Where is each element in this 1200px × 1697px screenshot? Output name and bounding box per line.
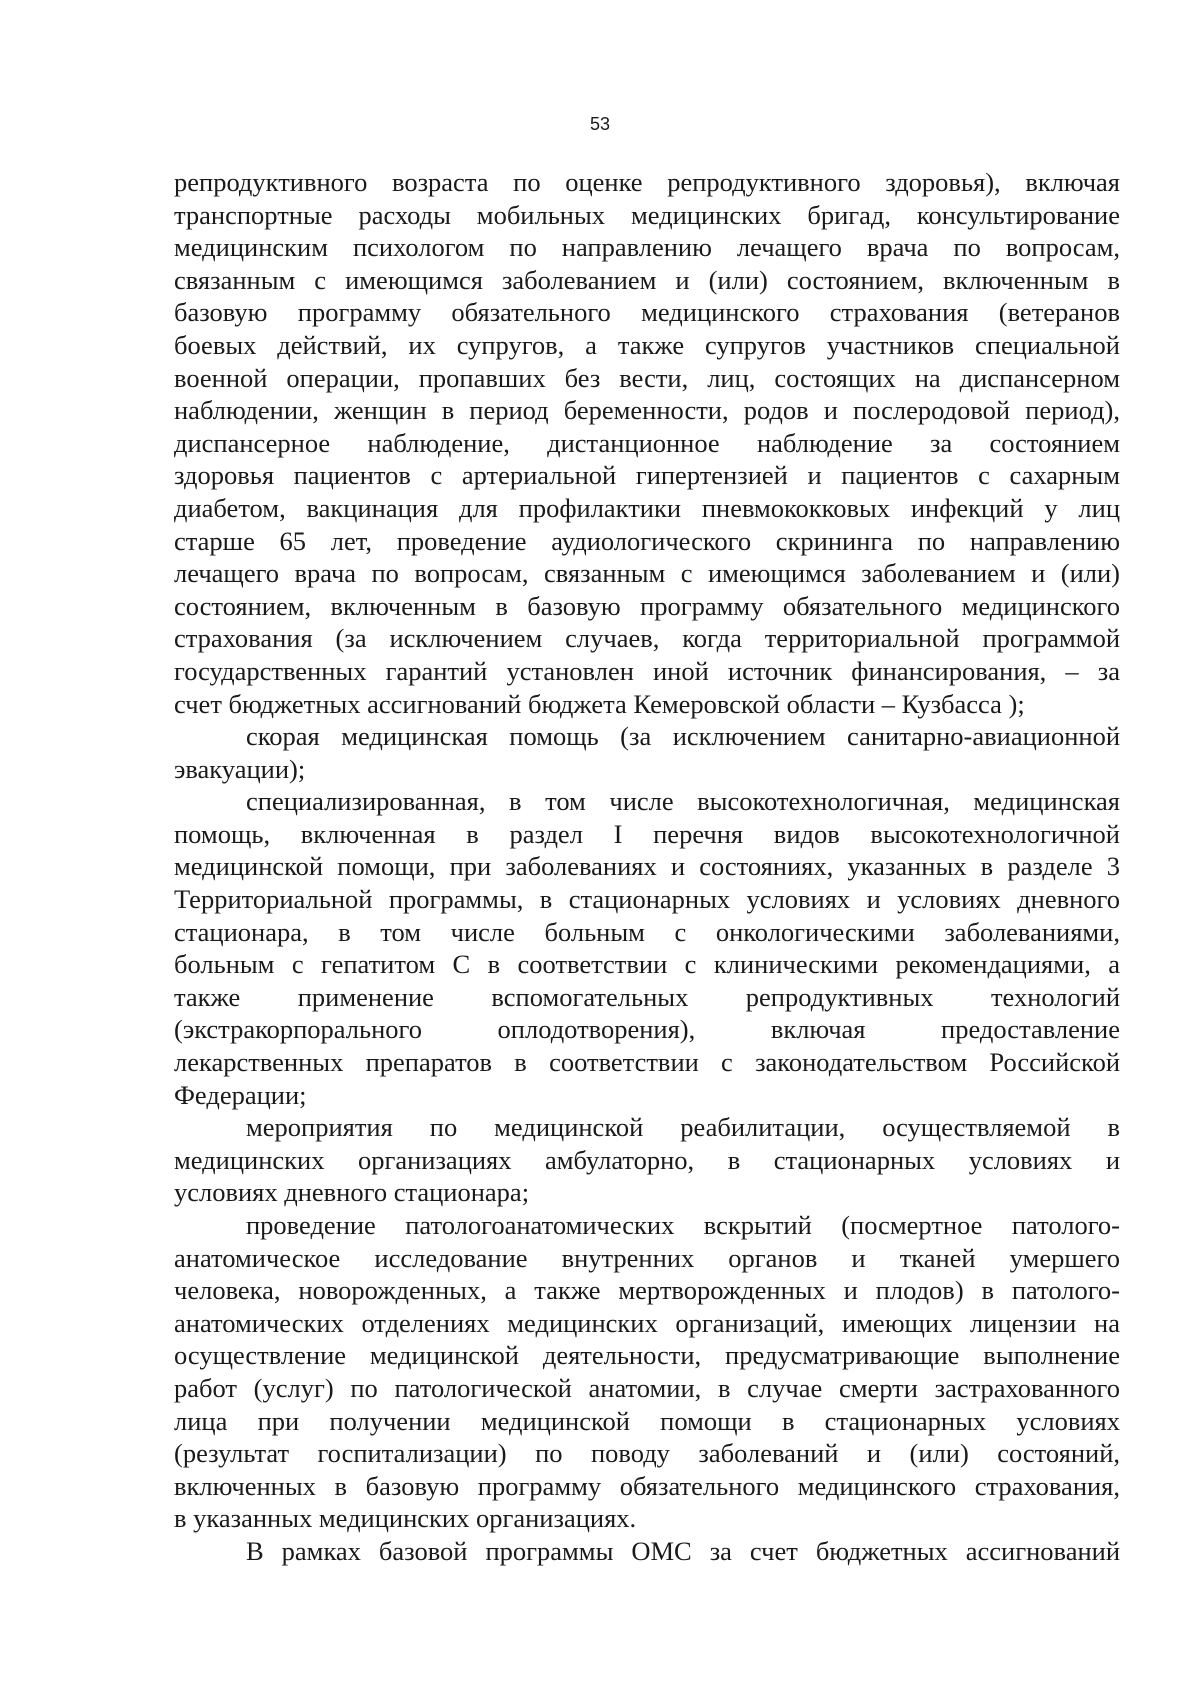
text-line: человека, новорожденных, а также мертворожденных и плодов) в патолого- — [174, 1275, 1120, 1306]
text-line: включенных в базовую программу обязательного медицинского страхования, — [174, 1470, 1120, 1501]
text-line: связанным с имеющимся заболеванием и (или) состоянием, включенным в — [174, 264, 1120, 295]
text-line: медицинской помощи, при заболеваниях и состояниях, указанных в разделе 3 — [174, 851, 1120, 882]
text-line: медицинских организациях амбулаторно, в стационарных условиях и — [174, 1144, 1120, 1175]
text-line: медицинским психологом по направлению лечащего врача по вопросам, — [174, 232, 1120, 263]
text-line: состоянием, включенным в базовую программу обязательного медицинского — [174, 590, 1120, 621]
paragraph — [174, 1535, 1120, 1568]
text-line: диспансерное наблюдение, дистанционное наблюдение за состоянием — [174, 427, 1120, 458]
text-line: Федерации; — [174, 1079, 307, 1110]
text-line: эвакуации); — [174, 753, 306, 784]
text-line: боевых действий, их супругов, а также супругов участников специальной — [174, 329, 1120, 360]
text-line: старше 65 лет, проведение аудиологического скрининга по направлению — [174, 525, 1120, 556]
text-line: стационара, в том числе больным с онкологическими заболеваниями, — [174, 916, 1120, 947]
text-line: (экстракорпорального оплодотворения), включая предоставление — [174, 1014, 1120, 1045]
text-line: скорая медицинская помощь (за исключением санитарно-авиационной — [246, 721, 1120, 752]
text-line: государственных гарантий установлен иной источник финансирования, – за — [174, 655, 1120, 686]
text-line: мероприятия по медицинской реабилитации, осуществляемой в — [246, 1112, 1120, 1143]
text-line: здоровья пациентов с артериальной гипертензией и пациентов с сахарным — [174, 460, 1120, 491]
paragraph — [174, 1209, 1120, 1535]
text-line: помощь, включенная в раздел I перечня видов высокотехнологичной — [174, 818, 1120, 849]
text-line: также применение вспомогательных репродуктивных технологий — [174, 981, 1120, 1012]
text-line: работ (услуг) по патологической анатомии, в случае смерти застрахованного — [174, 1372, 1120, 1403]
text-line: лечащего врача по вопросам, связанным с имеющимся заболеванием и (или) — [174, 558, 1120, 589]
text-line: проведение патологоанатомических вскрытий (посмертное патолого- — [246, 1210, 1120, 1240]
text-line: счет бюджетных ассигнований бюджета Кемеровской области – Кузбасса ); — [174, 688, 1025, 719]
text-line: условиях дневного стационара; — [174, 1177, 530, 1208]
paragraph — [174, 720, 1120, 785]
text-line: лица при получении медицинской помощи в стационарных условиях — [174, 1405, 1120, 1436]
text-line: репродуктивного возраста по оценке репродуктивного здоровья), включая — [174, 167, 1120, 197]
text-line: осуществление медицинской деятельности, предусматривающие выполнение — [174, 1340, 1120, 1371]
text-line: в указанных медицинских организациях. — [174, 1503, 637, 1534]
text-line: транспортные расходы мобильных медицинских бригад, консультирование — [174, 199, 1120, 230]
text-line: В рамках базовой программы ОМС за счет бюджетных ассигнований — [246, 1535, 1120, 1566]
text-line: страхования (за исключением случаев, когда территориальной программой — [174, 623, 1120, 654]
paragraph — [174, 1111, 1120, 1209]
paragraph — [174, 166, 1120, 720]
text-line: военной операции, пропавших без вести, лиц, состоящих на диспансерном — [174, 362, 1120, 393]
text-line: базовую программу обязательного медицинского страхования (ветеранов — [174, 297, 1120, 328]
text-line: наблюдении, женщин в период беременности, родов и послеродовой период), — [174, 395, 1120, 426]
page-number: 53 — [589, 114, 611, 134]
text-line: специализированная, в том числе высокотехнологичная, медицинская — [246, 786, 1120, 817]
document-body — [174, 166, 1120, 1568]
text-line: (результат госпитализации) по поводу заболеваний и (или) состояний, — [174, 1438, 1120, 1469]
text-line: диабетом, вакцинация для профилактики пневмококковых инфекций у лиц — [174, 492, 1120, 523]
paragraph — [174, 785, 1120, 1111]
text-line: больным с гепатитом С в соответствии с клиническими рекомендациями, а — [174, 949, 1120, 980]
text-line: анатомических отделениях медицинских организаций, имеющих лицензии на — [174, 1307, 1120, 1338]
text-line: Территориальной программы, в стационарных условиях и условиях дневного — [174, 884, 1120, 915]
text-line: анатомическое исследование внутренних органов и тканей умершего — [174, 1242, 1120, 1273]
text-line: лекарственных препаратов в соответствии с законодательством Российской — [174, 1047, 1120, 1078]
